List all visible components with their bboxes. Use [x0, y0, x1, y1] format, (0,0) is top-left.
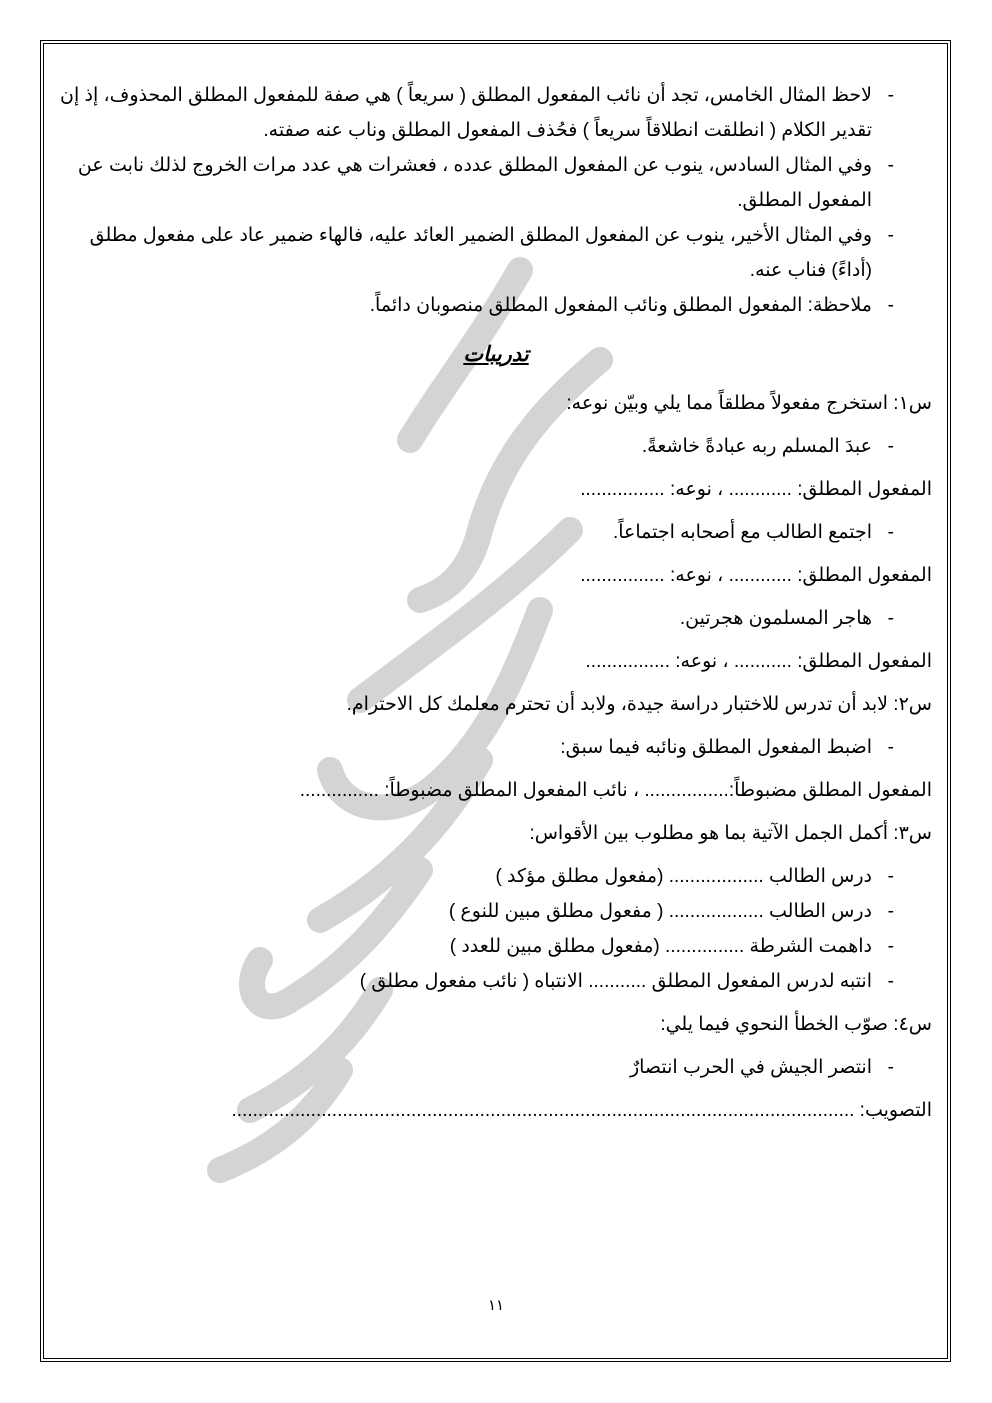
question-3-item: - درس الطالب .................. (مفعول مطلق مؤكد ) — [60, 859, 932, 894]
document-body — [60, 78, 932, 1128]
note-item: - لاحظ المثال الخامس، تجد أن نائب المفعول المطلق ( سريعاً ) هي صفة للمفعول المطلق المحذوف، إذ إن تقدير الكلام ( انطلقت انطلاقاً سريعاً ) فحُذف المفعول المطلق وناب عنه صفته. — [60, 78, 932, 148]
note-item: - وفي المثال الأخير، ينوب عن المفعول المطلق الضمير العائد عليه، فالهاء ضمير عاد على مفعول مطلق (أداءً) فناب عنه. — [60, 218, 932, 288]
question-2-instruction: - اضبط المفعول المطلق ونائبه فيما سبق: — [60, 730, 932, 765]
question-4-prompt: س٤: صوّب الخطأ النحوي فيما يلي: — [660, 1014, 932, 1035]
note-item: - ملاحظة: المفعول المطلق ونائب المفعول المطلق منصوبان دائماً. — [60, 288, 932, 323]
question-1-answer-line: المفعول المطلق: ............ ، نوعه: ................ — [580, 565, 932, 586]
question-4-sentence: - انتصر الجيش في الحرب انتصارٌ — [60, 1050, 932, 1085]
question-2-prompt: س٢: لابد أن تدرس للاختبار دراسة جيدة، ولابد أن تحترم معلمك كل الاحترام. — [346, 694, 932, 715]
question-4-answer-line: التصويب: ...................................................................................................................... — [231, 1100, 932, 1121]
question-1-answer-line: المفعول المطلق: ............ ، نوعه: ................ — [580, 479, 932, 500]
question-1-prompt: س١: استخرج مفعولاً مطلقاً مما يلي وبيّن نوعه: — [566, 393, 932, 414]
question-3-prompt: س٣: أكمل الجمل الآتية بما هو مطلوب بين الأقواس: — [529, 823, 932, 844]
question-1-answer-line: المفعول المطلق: ........... ، نوعه: ................ — [585, 651, 932, 672]
note-item: - وفي المثال السادس، ينوب عن المفعول المطلق عدده ، فعشرات هي عدد مرات الخروج لذلك نابت عن المفعول المطلق. — [60, 148, 932, 218]
exercises-title: تدريبات — [463, 343, 529, 366]
question-2-answer-line: المفعول المطلق مضبوطاً:................ ، نائب المفعول المطلق مضبوطاً: ............... — [299, 780, 932, 801]
question-1-sentence: - هاجر المسلمون هجرتين. — [60, 601, 932, 636]
question-3-item: - داهمت الشرطة ............... (مفعول مطلق مبين للعدد ) — [60, 929, 932, 964]
question-3-item: - درس الطالب .................. ( مفعول مطلق مبين للنوع ) — [60, 894, 932, 929]
question-1-sentence: - اجتمع الطالب مع أصحابه اجتماعاً. — [60, 515, 932, 550]
question-3-item: - انتبه لدرس المفعول المطلق ........... الانتباه ( نائب مفعول مطلق ) — [60, 964, 932, 999]
question-1-sentence: - عبدَ المسلم ربه عبادةً خاشعةً. — [60, 429, 932, 464]
page-number: ١١ — [487, 1297, 505, 1314]
